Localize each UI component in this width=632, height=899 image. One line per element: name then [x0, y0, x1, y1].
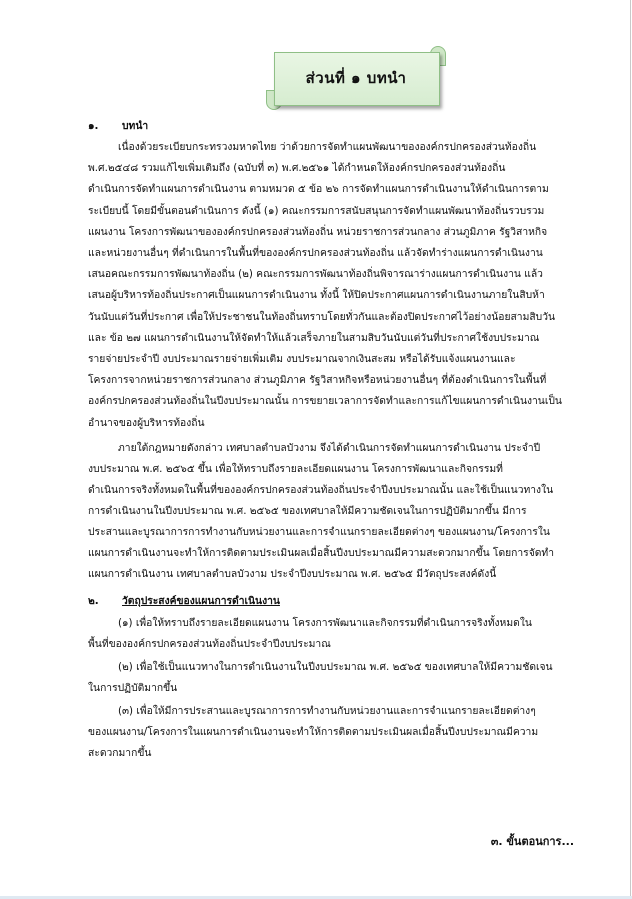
paragraph1-line: ระเบียบนี้ โดยมีขั้นตอนดำเนินการ ดังนี้ (๑) คณะกรรมการสนับสนุนการจัดทำแผนพัฒนาท้องถิ่นรวบรวม: [88, 205, 545, 217]
objective-1-line2: พื้นที่ขององค์กรปกครองส่วนท้องถิ่นประจำปีงบประมาณ: [88, 638, 331, 650]
paragraph1-line: แผนงาน โครงการพัฒนาขององค์กรปกครองส่วนท้องถิ่น หน่วยราชการส่วนกลาง ส่วนภูมิภาค รัฐวิสาหกิจ: [88, 226, 548, 238]
paragraph1-line: องค์กรปกครองส่วนท้องถิ่นในปีงบประมาณนั้น การขยายเวลาการจัดทำและการแก้ไขแผนการดำเนินงานเป็น: [88, 395, 562, 407]
paragraph1-line: รายจ่ายประจำปี งบประมาณรายจ่ายเพิ่มเติม งบประมาณจากเงินสะสม หรือได้รับแจ้งแผนงานและ: [88, 353, 516, 365]
paragraph2-line: การดำเนินงานในปีงบประมาณ พ.ศ. ๒๕๖๕ ของเทศบาลให้มีความชัดเจนในการปฏิบัติมากขึ้น มีการ: [88, 505, 527, 517]
objective-2-line2: ในการปฏิบัติมากขึ้น: [88, 682, 178, 694]
section1-number: ๑.: [88, 120, 99, 132]
section2-title: วัตถุประสงค์ของแผนการดำเนินงาน: [122, 595, 280, 607]
paragraph2-line: ภายใต้กฎหมายดังกล่าว เทศบาลตำบลบัวงาม จึงได้ดำเนินการจัดทำแผนการดำเนินงาน ประจำปี: [118, 442, 541, 454]
section-banner: [266, 46, 446, 110]
banner-title: ส่วนที่ ๑ บทนำ: [305, 69, 407, 87]
paragraph1-line: ดำเนินการจัดทำแผนการดำเนินงาน ตามหมวด ๕ ข้อ ๒๖ การจัดทำแผนการดำเนินงานให้ดำเนินการตาม: [88, 183, 549, 195]
paragraph1-line: วันนับแต่วันที่ประกาศ เพื่อให้ประชาชนในท้องถิ่นทราบโดยทั่วกันและต้องปิดประกาศไว้อย่างน้อยสามสิบวัน: [88, 311, 556, 323]
paragraph1-line: อำนาจของผู้บริหารท้องถิ่น: [88, 417, 205, 429]
paragraph2-line: งบประมาณ พ.ศ. ๒๕๖๕ ขึ้น เพื่อให้ทราบถึงรายละเอียดแผนงาน โครงการพัฒนาและกิจกรรมที่: [88, 463, 503, 475]
paragraph2-line: ประสานและบูรณาการการทำงานกับหน่วยงานและการจำแนกรายละเอียดต่างๆ ของแผนงาน/โครงการใน: [88, 526, 550, 538]
section1-title: บทนำ: [122, 120, 149, 132]
paragraph1-line: เนื่องด้วยระเบียบกระทรวงมหาดไทย ว่าด้วยการจัดทำแผนพัฒนาขององค์กรปกครองส่วนท้องถิ่น: [118, 141, 537, 153]
objective-1-line1: (๑) เพื่อให้ทราบถึงรายละเอียดแผนงาน โครงการพัฒนาและกิจกรรมที่ดำเนินการจริงทั้งหมดใน: [118, 617, 532, 629]
objective-3-line1: (๓) เพื่อให้มีการประสานและบูรณาการการทำงานกับหน่วยงานและการจำแนกรายละเอียดต่างๆ: [118, 705, 536, 717]
objective-2-line1: (๒) เพื่อใช้เป็นแนวทางในการดำเนินงานในปีงบประมาณ พ.ศ. ๒๕๖๕ ของเทศบาลให้มีความชัดเจน: [118, 661, 553, 673]
paragraph1-line: พ.ศ.๒๕๔๘ รวมแก้ไขเพิ่มเติมถึง (ฉบับที่ ๓) พ.ศ.๒๕๖๑ ได้กำหนดให้องค์กรปกครองส่วนท้องถิ่น: [88, 162, 506, 174]
paragraph1-line: และหน่วยงานอื่นๆ ที่ดำเนินการในพื้นที่ขององค์กรปกครองส่วนท้องถิ่น แล้วจัดทำร่างแผนการดำเนินงาน: [88, 247, 543, 259]
paragraph1-line: เสนอผู้บริหารท้องถิ่นประกาศเป็นแผนการดำเนินงาน ทั้งนี้ ให้ปิดประกาศแผนการดำเนินงานภายในสิบห้า: [88, 289, 545, 301]
objective-3-line2: ของแผนงาน/โครงการในแผนการดำเนินงานจะทำให้การติดตามประเมินผลเมื่อสิ้นปีงบประมาณมีความ: [88, 726, 539, 738]
next-section-hint: ๓. ขั้นตอนการ...: [490, 835, 574, 848]
paragraph2-line: ดำเนินการจริงทั้งหมดในพื้นที่ขององค์กรปกครองส่วนท้องถิ่นประจำปีงบประมาณนั้น และใช้เป็นแนวทางใน: [88, 484, 554, 496]
paragraph2-line: แผนการดำเนินงาน เทศบาลตำบลบัวงาม ประจำปีงบประมาณ พ.ศ. ๒๕๖๕ มีวัตถุประสงค์ดังนี้: [88, 568, 497, 580]
paragraph1-line: เสนอคณะกรรมการพัฒนาท้องถิ่น (๒) คณะกรรมการพัฒนาท้องถิ่นพิจารณาร่างแผนการดำเนินงาน แล้ว: [88, 268, 543, 280]
paragraph1-line: และ ข้อ ๒๗ แผนการดำเนินงานให้จัดทำให้แล้วเสร็จภายในสามสิบวันนับแต่วันที่ประกาศใช้งบประมาณ: [88, 332, 540, 344]
paragraph1-line: โครงการจากหน่วยราชการส่วนกลาง ส่วนภูมิภาค รัฐวิสาหกิจหรือหน่วยงานอื่นๆ ที่ต้องดำเนินการในพื้นที่: [88, 374, 547, 386]
paragraph2-line: แผนการดำเนินงานจะทำให้การติดตามประเมินผลเมื่อสิ้นปีงบประมาณมีความสะดวกมากขึ้น โดยการจัดทำ: [88, 547, 555, 559]
section2-number: ๒.: [88, 595, 99, 607]
objective-3-line3: สะดวกมากขึ้น: [88, 747, 152, 759]
